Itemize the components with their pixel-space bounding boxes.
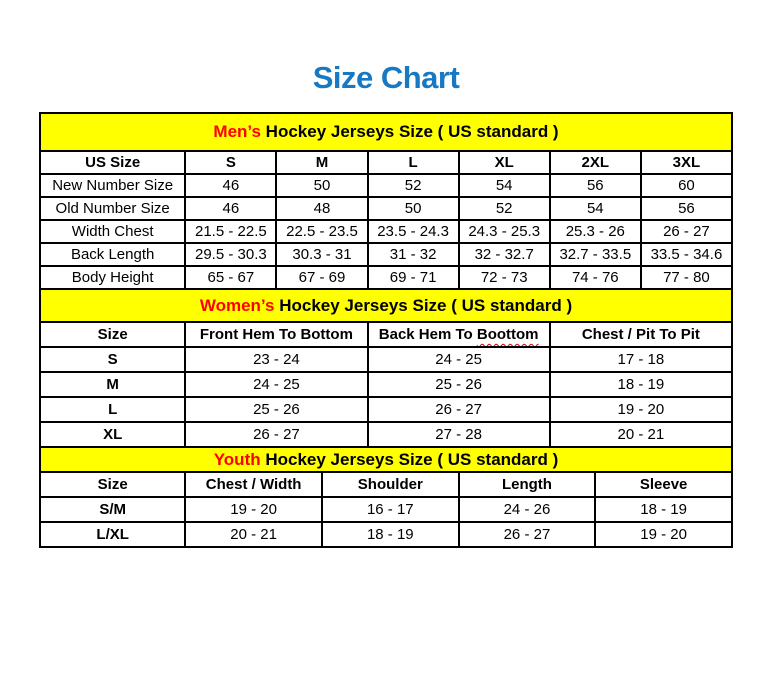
size-value-cell: 26 - 27 (185, 422, 367, 447)
size-value-cell: 24 - 26 (459, 497, 596, 522)
size-value-cell: 48 (276, 197, 367, 220)
section-title-highlight: Women’s (199, 295, 275, 315)
section-title (40, 447, 732, 472)
table-row (40, 422, 732, 447)
column-header-cell: Shoulder (322, 472, 459, 497)
size-value-cell: 24 - 25 (368, 347, 550, 372)
size-value-cell: 77 - 80 (641, 266, 732, 289)
size-value-cell: 23 - 24 (185, 347, 367, 372)
table-row (40, 522, 732, 547)
size-value-cell: 27 - 28 (368, 422, 550, 447)
column-header-cell: Length (459, 472, 596, 497)
womens-section-band (40, 289, 732, 322)
row-label-cell: Old Number Size (40, 197, 185, 220)
column-header-cell: Size (40, 472, 185, 497)
column-header-cell: Size (40, 322, 185, 347)
table-row (40, 347, 732, 372)
misspelling-squiggle: Boottom (476, 326, 539, 343)
row-label-cell: New Number Size (40, 174, 185, 197)
column-header-cell: 2XL (550, 151, 641, 174)
mens-size-table (39, 112, 733, 290)
size-value-cell: 24.3 - 25.3 (459, 220, 550, 243)
row-label-cell: XL (40, 422, 185, 447)
size-value-cell: 54 (459, 174, 550, 197)
size-value-cell: 24 - 25 (185, 372, 367, 397)
size-value-cell: 74 - 76 (550, 266, 641, 289)
table-row (40, 397, 732, 422)
table-row (40, 197, 732, 220)
row-label-cell: L (40, 397, 185, 422)
row-label-cell: Body Height (40, 266, 185, 289)
row-label-cell: S (40, 347, 185, 372)
table-row (40, 266, 732, 289)
size-value-cell: 19 - 20 (550, 397, 732, 422)
womens-column-header-row (40, 322, 732, 347)
size-value-cell: 33.5 - 34.6 (641, 243, 732, 266)
size-value-cell: 69 - 71 (368, 266, 459, 289)
table-row (40, 220, 732, 243)
size-value-cell: 67 - 69 (276, 266, 367, 289)
column-header-cell: Chest / Width (185, 472, 322, 497)
row-label-cell: Width Chest (40, 220, 185, 243)
page-title: Size Chart (312, 60, 460, 95)
column-header-cell: Chest / Pit To Pit (550, 322, 732, 347)
size-value-cell: 17 - 18 (550, 347, 732, 372)
column-header-cell: S (185, 151, 276, 174)
size-value-cell: 20 - 21 (550, 422, 732, 447)
section-title-highlight: Men’s (213, 122, 261, 141)
size-value-cell: 32 - 32.7 (459, 243, 550, 266)
youth-size-table (39, 446, 733, 548)
size-value-cell: 20 - 21 (185, 522, 322, 547)
size-chart-tables (39, 112, 733, 548)
youth-section-band (40, 447, 732, 472)
womens-size-table (39, 288, 733, 448)
row-label-cell: M (40, 372, 185, 397)
size-value-cell: 25 - 26 (185, 397, 367, 422)
section-title-text: Hockey Jerseys Size ( US standard ) (274, 295, 573, 315)
table-row (40, 243, 732, 266)
section-title-highlight: Youth (213, 449, 261, 469)
size-value-cell: 72 - 73 (459, 266, 550, 289)
size-value-cell: 60 (641, 174, 732, 197)
size-value-cell: 30.3 - 31 (276, 243, 367, 266)
size-value-cell: 26 - 27 (641, 220, 732, 243)
section-title (40, 289, 732, 322)
size-value-cell: 22.5 - 23.5 (276, 220, 367, 243)
column-header-cell: Back Hem To Boottom (368, 322, 550, 347)
column-header-cell: US Size (40, 151, 185, 174)
column-header-cell: M (276, 151, 367, 174)
size-value-cell: 52 (459, 197, 550, 220)
size-value-cell: 16 - 17 (322, 497, 459, 522)
row-label-cell: Back Length (40, 243, 185, 266)
table-row (40, 372, 732, 397)
size-value-cell: 21.5 - 22.5 (185, 220, 276, 243)
size-value-cell: 50 (276, 174, 367, 197)
youth-column-header-row (40, 472, 732, 497)
size-value-cell: 46 (185, 174, 276, 197)
size-value-cell: 18 - 19 (322, 522, 459, 547)
column-header-cell: L (368, 151, 459, 174)
size-value-cell: 46 (185, 197, 276, 220)
size-value-cell: 31 - 32 (368, 243, 459, 266)
size-value-cell: 19 - 20 (185, 497, 322, 522)
size-value-cell: 54 (550, 197, 641, 220)
size-value-cell: 19 - 20 (595, 522, 732, 547)
size-value-cell: 25 - 26 (368, 372, 550, 397)
size-value-cell: 25.3 - 26 (550, 220, 641, 243)
mens-section-band (40, 113, 732, 151)
size-value-cell: 26 - 27 (459, 522, 596, 547)
size-value-cell: 18 - 19 (595, 497, 732, 522)
size-value-cell: 56 (550, 174, 641, 197)
column-header-cell: Front Hem To Bottom (185, 322, 367, 347)
section-title-text: Hockey Jerseys Size ( US standard ) (260, 449, 559, 469)
column-header-cell: 3XL (641, 151, 732, 174)
size-value-cell: 26 - 27 (368, 397, 550, 422)
size-value-cell: 56 (641, 197, 732, 220)
column-header-cell: XL (459, 151, 550, 174)
section-title (40, 113, 732, 151)
mens-column-header-row (40, 151, 732, 174)
column-header-cell: Sleeve (595, 472, 732, 497)
table-row (40, 174, 732, 197)
size-value-cell: 29.5 - 30.3 (185, 243, 276, 266)
table-row (40, 497, 732, 522)
size-value-cell: 18 - 19 (550, 372, 732, 397)
row-label-cell: L/XL (40, 522, 185, 547)
size-value-cell: 65 - 67 (185, 266, 276, 289)
section-title-text: Hockey Jerseys Size ( US standard ) (260, 122, 559, 141)
size-value-cell: 32.7 - 33.5 (550, 243, 641, 266)
size-value-cell: 23.5 - 24.3 (368, 220, 459, 243)
size-value-cell: 50 (368, 197, 459, 220)
size-value-cell: 52 (368, 174, 459, 197)
row-label-cell: S/M (40, 497, 185, 522)
